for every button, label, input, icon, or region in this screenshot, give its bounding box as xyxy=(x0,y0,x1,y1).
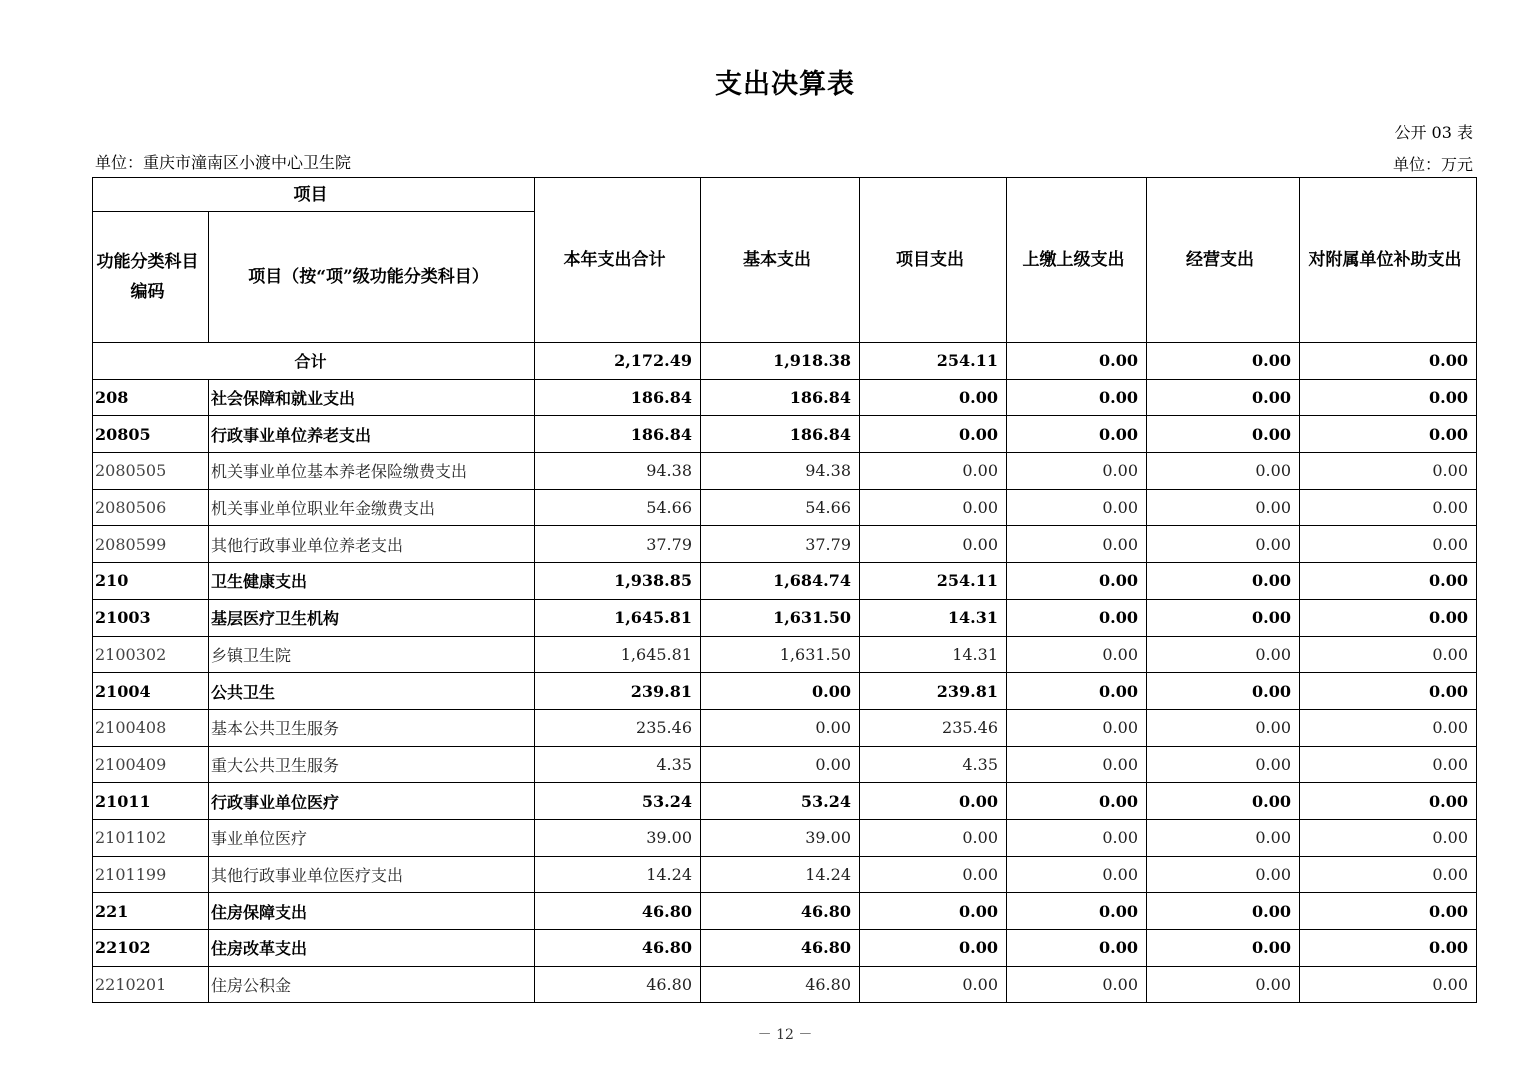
header-business: 经营支出 xyxy=(1147,178,1300,343)
cell-total: 186.84 xyxy=(535,416,701,453)
table-row xyxy=(93,819,1477,856)
cell-subsidy: 0.00 xyxy=(1300,819,1477,856)
cell-business: 0.00 xyxy=(1147,783,1300,820)
cell-upper: 0.00 xyxy=(1007,893,1147,930)
cell-name: 住房改革支出 xyxy=(209,930,535,967)
cell-subsidy: 0.00 xyxy=(1300,783,1477,820)
form-number: 公开 03 表 xyxy=(1394,123,1473,142)
cell-project-exp: 0.00 xyxy=(860,416,1007,453)
cell-total: 54.66 xyxy=(535,489,701,526)
cell-total: 46.80 xyxy=(535,893,701,930)
cell-business: 0.00 xyxy=(1147,563,1300,600)
cell-code: 22102 xyxy=(93,930,209,967)
cell-code: 21004 xyxy=(93,673,209,710)
cell-total: 235.46 xyxy=(535,709,701,746)
cell-basic: 46.80 xyxy=(701,893,860,930)
cell-upper: 0.00 xyxy=(1007,489,1147,526)
cell-project-exp: 0.00 xyxy=(860,893,1007,930)
cell-total: 14.24 xyxy=(535,856,701,893)
cell-name: 住房公积金 xyxy=(209,966,535,1003)
table-row xyxy=(93,783,1477,820)
cell-business: 0.00 xyxy=(1147,489,1300,526)
cell-business: 0.00 xyxy=(1147,893,1300,930)
cell-name: 乡镇卫生院 xyxy=(209,636,535,673)
cell-total: 1,938.85 xyxy=(535,563,701,600)
cell-code: 21011 xyxy=(93,783,209,820)
header-code: 功能分类科目编码 xyxy=(93,212,209,343)
cell-code: 2100302 xyxy=(93,636,209,673)
cell-project-exp: 235.46 xyxy=(860,709,1007,746)
total-basic: 1,918.38 xyxy=(701,343,860,380)
cell-code: 2101102 xyxy=(93,819,209,856)
cell-subsidy: 0.00 xyxy=(1300,746,1477,783)
cell-upper: 0.00 xyxy=(1007,930,1147,967)
header-basic: 基本支出 xyxy=(701,178,860,343)
cell-basic: 0.00 xyxy=(701,746,860,783)
header-project: 项目 xyxy=(93,178,535,212)
cell-subsidy: 0.00 xyxy=(1300,599,1477,636)
cell-business: 0.00 xyxy=(1147,709,1300,746)
cell-subsidy: 0.00 xyxy=(1300,856,1477,893)
cell-subsidy: 0.00 xyxy=(1300,526,1477,563)
cell-project-exp: 239.81 xyxy=(860,673,1007,710)
unit-currency: 单位：万元 xyxy=(1392,155,1473,174)
cell-basic: 186.84 xyxy=(701,379,860,416)
expenditure-table xyxy=(92,177,1477,1003)
cell-subsidy: 0.00 xyxy=(1300,893,1477,930)
cell-total: 39.00 xyxy=(535,819,701,856)
cell-total: 4.35 xyxy=(535,746,701,783)
table-row xyxy=(93,856,1477,893)
table-row xyxy=(93,599,1477,636)
cell-upper: 0.00 xyxy=(1007,966,1147,1003)
table-row xyxy=(93,526,1477,563)
cell-name: 行政事业单位养老支出 xyxy=(209,416,535,453)
total-business: 0.00 xyxy=(1147,343,1300,380)
header-row-1 xyxy=(93,178,1477,212)
cell-basic: 1,684.74 xyxy=(701,563,860,600)
table-row xyxy=(93,489,1477,526)
cell-total: 46.80 xyxy=(535,966,701,1003)
cell-code: 2100409 xyxy=(93,746,209,783)
cell-basic: 54.66 xyxy=(701,489,860,526)
cell-code: 221 xyxy=(93,893,209,930)
cell-code: 2210201 xyxy=(93,966,209,1003)
total-label: 合计 xyxy=(93,343,535,380)
cell-business: 0.00 xyxy=(1147,599,1300,636)
cell-subsidy: 0.00 xyxy=(1300,453,1477,490)
table-row xyxy=(93,930,1477,967)
cell-basic: 46.80 xyxy=(701,930,860,967)
cell-project-exp: 0.00 xyxy=(860,819,1007,856)
total-row xyxy=(93,343,1477,380)
cell-basic: 1,631.50 xyxy=(701,636,860,673)
cell-name: 社会保障和就业支出 xyxy=(209,379,535,416)
total-upper: 0.00 xyxy=(1007,343,1147,380)
table-row xyxy=(93,893,1477,930)
table-row xyxy=(93,563,1477,600)
cell-code: 2080505 xyxy=(93,453,209,490)
cell-basic: 46.80 xyxy=(701,966,860,1003)
cell-project-exp: 254.11 xyxy=(860,563,1007,600)
table-row xyxy=(93,746,1477,783)
header-project-exp: 项目支出 xyxy=(860,178,1007,343)
cell-upper: 0.00 xyxy=(1007,856,1147,893)
cell-subsidy: 0.00 xyxy=(1300,930,1477,967)
cell-business: 0.00 xyxy=(1147,636,1300,673)
cell-project-exp: 0.00 xyxy=(860,856,1007,893)
cell-code: 2080506 xyxy=(93,489,209,526)
cell-basic: 37.79 xyxy=(701,526,860,563)
cell-upper: 0.00 xyxy=(1007,819,1147,856)
table-row xyxy=(93,636,1477,673)
cell-project-exp: 0.00 xyxy=(860,930,1007,967)
cell-name: 其他行政事业单位医疗支出 xyxy=(209,856,535,893)
cell-total: 53.24 xyxy=(535,783,701,820)
cell-business: 0.00 xyxy=(1147,819,1300,856)
header-subsidy: 对附属单位补助支出 xyxy=(1300,178,1477,343)
cell-basic: 53.24 xyxy=(701,783,860,820)
table-row xyxy=(93,379,1477,416)
cell-project-exp: 0.00 xyxy=(860,489,1007,526)
cell-upper: 0.00 xyxy=(1007,453,1147,490)
cell-subsidy: 0.00 xyxy=(1300,673,1477,710)
cell-name: 事业单位医疗 xyxy=(209,819,535,856)
cell-name: 其他行政事业单位养老支出 xyxy=(209,526,535,563)
cell-upper: 0.00 xyxy=(1007,673,1147,710)
cell-name: 重大公共卫生服务 xyxy=(209,746,535,783)
cell-total: 1,645.81 xyxy=(535,599,701,636)
header-item: 项目（按“项”级功能分类科目） xyxy=(209,212,535,343)
cell-code: 2101199 xyxy=(93,856,209,893)
cell-basic: 39.00 xyxy=(701,819,860,856)
cell-subsidy: 0.00 xyxy=(1300,709,1477,746)
cell-basic: 186.84 xyxy=(701,416,860,453)
cell-total: 37.79 xyxy=(535,526,701,563)
table-row xyxy=(93,416,1477,453)
page-number: － 12 － xyxy=(757,1027,813,1043)
table-body xyxy=(93,178,1477,1003)
table-row xyxy=(93,966,1477,1003)
cell-name: 行政事业单位医疗 xyxy=(209,783,535,820)
cell-business: 0.00 xyxy=(1147,416,1300,453)
cell-subsidy: 0.00 xyxy=(1300,966,1477,1003)
cell-name: 住房保障支出 xyxy=(209,893,535,930)
total-subsidy: 0.00 xyxy=(1300,343,1477,380)
table-row xyxy=(93,453,1477,490)
total-total: 2,172.49 xyxy=(535,343,701,380)
cell-upper: 0.00 xyxy=(1007,783,1147,820)
cell-basic: 0.00 xyxy=(701,709,860,746)
cell-basic: 14.24 xyxy=(701,856,860,893)
cell-project-exp: 0.00 xyxy=(860,379,1007,416)
cell-project-exp: 0.00 xyxy=(860,526,1007,563)
cell-business: 0.00 xyxy=(1147,856,1300,893)
cell-code: 20805 xyxy=(93,416,209,453)
cell-total: 239.81 xyxy=(535,673,701,710)
cell-total: 46.80 xyxy=(535,930,701,967)
cell-total: 186.84 xyxy=(535,379,701,416)
cell-upper: 0.00 xyxy=(1007,746,1147,783)
cell-code: 2100408 xyxy=(93,709,209,746)
page-title: 支出决算表 xyxy=(715,69,855,100)
cell-business: 0.00 xyxy=(1147,526,1300,563)
cell-subsidy: 0.00 xyxy=(1300,379,1477,416)
cell-name: 机关事业单位基本养老保险缴费支出 xyxy=(209,453,535,490)
cell-business: 0.00 xyxy=(1147,673,1300,710)
cell-code: 210 xyxy=(93,563,209,600)
cell-subsidy: 0.00 xyxy=(1300,416,1477,453)
cell-basic: 94.38 xyxy=(701,453,860,490)
cell-subsidy: 0.00 xyxy=(1300,563,1477,600)
cell-name: 基层医疗卫生机构 xyxy=(209,599,535,636)
cell-business: 0.00 xyxy=(1147,930,1300,967)
cell-business: 0.00 xyxy=(1147,966,1300,1003)
cell-total: 1,645.81 xyxy=(535,636,701,673)
cell-upper: 0.00 xyxy=(1007,416,1147,453)
total-project-exp: 254.11 xyxy=(860,343,1007,380)
cell-project-exp: 0.00 xyxy=(860,453,1007,490)
cell-basic: 1,631.50 xyxy=(701,599,860,636)
cell-upper: 0.00 xyxy=(1007,526,1147,563)
cell-upper: 0.00 xyxy=(1007,379,1147,416)
cell-name: 卫生健康支出 xyxy=(209,563,535,600)
header-total: 本年支出合计 xyxy=(535,178,701,343)
cell-project-exp: 14.31 xyxy=(860,636,1007,673)
cell-name: 机关事业单位职业年金缴费支出 xyxy=(209,489,535,526)
cell-total: 94.38 xyxy=(535,453,701,490)
cell-name: 公共卫生 xyxy=(209,673,535,710)
cell-code: 208 xyxy=(93,379,209,416)
cell-business: 0.00 xyxy=(1147,379,1300,416)
cell-upper: 0.00 xyxy=(1007,563,1147,600)
cell-business: 0.00 xyxy=(1147,453,1300,490)
unit-organization: 单位：重庆市潼南区小渡中心卫生院 xyxy=(95,153,352,172)
cell-code: 2080599 xyxy=(93,526,209,563)
table-row xyxy=(93,673,1477,710)
cell-name: 基本公共卫生服务 xyxy=(209,709,535,746)
cell-project-exp: 0.00 xyxy=(860,783,1007,820)
cell-business: 0.00 xyxy=(1147,746,1300,783)
cell-subsidy: 0.00 xyxy=(1300,636,1477,673)
cell-basic: 0.00 xyxy=(701,673,860,710)
cell-project-exp: 4.35 xyxy=(860,746,1007,783)
header-upper: 上缴上级支出 xyxy=(1007,178,1147,343)
cell-code: 21003 xyxy=(93,599,209,636)
cell-project-exp: 14.31 xyxy=(860,599,1007,636)
cell-upper: 0.00 xyxy=(1007,599,1147,636)
cell-project-exp: 0.00 xyxy=(860,966,1007,1003)
cell-upper: 0.00 xyxy=(1007,709,1147,746)
cell-subsidy: 0.00 xyxy=(1300,489,1477,526)
table-row xyxy=(93,709,1477,746)
cell-upper: 0.00 xyxy=(1007,636,1147,673)
